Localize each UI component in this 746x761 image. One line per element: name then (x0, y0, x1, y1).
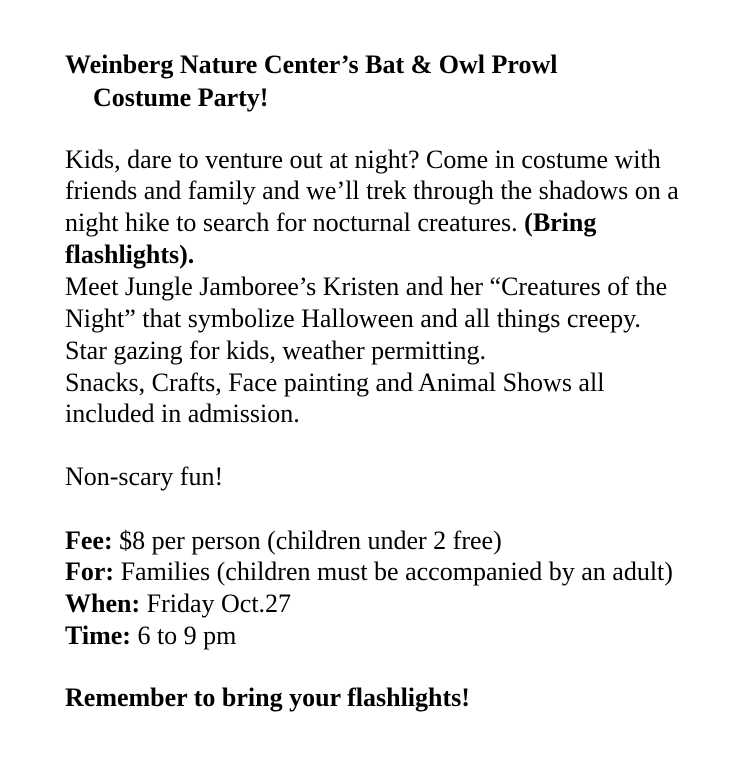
bring-flashlights-note: (Bring (524, 208, 597, 237)
title-line-2: Costume Party! (93, 83, 269, 112)
intro-line: Star gazing for kids, weather permitting. (65, 336, 486, 365)
detail-value: Friday Oct.27 (140, 589, 292, 618)
intro-line: Meet Jungle Jamboree’s Kristen and her “Creatures of the (65, 272, 668, 301)
detail-label: Fee: (65, 526, 113, 555)
detail-label: Time: (65, 621, 131, 650)
intro-line (65, 207, 596, 239)
detail-when (65, 588, 291, 620)
intro-line: included in admission. (65, 399, 300, 428)
detail-time (65, 620, 236, 652)
title-line-1: Weinberg Nature Center’s Bat & Owl Prowl (65, 50, 558, 79)
intro-line: Night” that symbolize Halloween and all things creepy. (65, 304, 641, 333)
intro-line: Snacks, Crafts, Face painting and Animal Shows all (65, 368, 605, 397)
detail-value: Families (children must be accompanied by an adult) (114, 557, 673, 586)
detail-for (65, 556, 673, 588)
detail-label: When: (65, 589, 141, 618)
tagline: Non-scary fun! (65, 462, 224, 491)
intro-line: Kids, dare to venture out at night? Come in costume with (65, 145, 661, 174)
bring-flashlights-note-cont: flashlights). (65, 240, 195, 269)
detail-fee (65, 525, 502, 557)
detail-value: $8 per person (children under 2 free) (112, 526, 502, 555)
reminder: Remember to bring your flashlights! (65, 683, 470, 712)
intro-text: night hike to search for nocturnal creatures. (65, 208, 525, 237)
detail-label: For: (65, 557, 115, 586)
detail-value: 6 to 9 pm (130, 621, 237, 650)
intro-line: friends and family and we’ll trek through the shadows on a (65, 176, 679, 205)
